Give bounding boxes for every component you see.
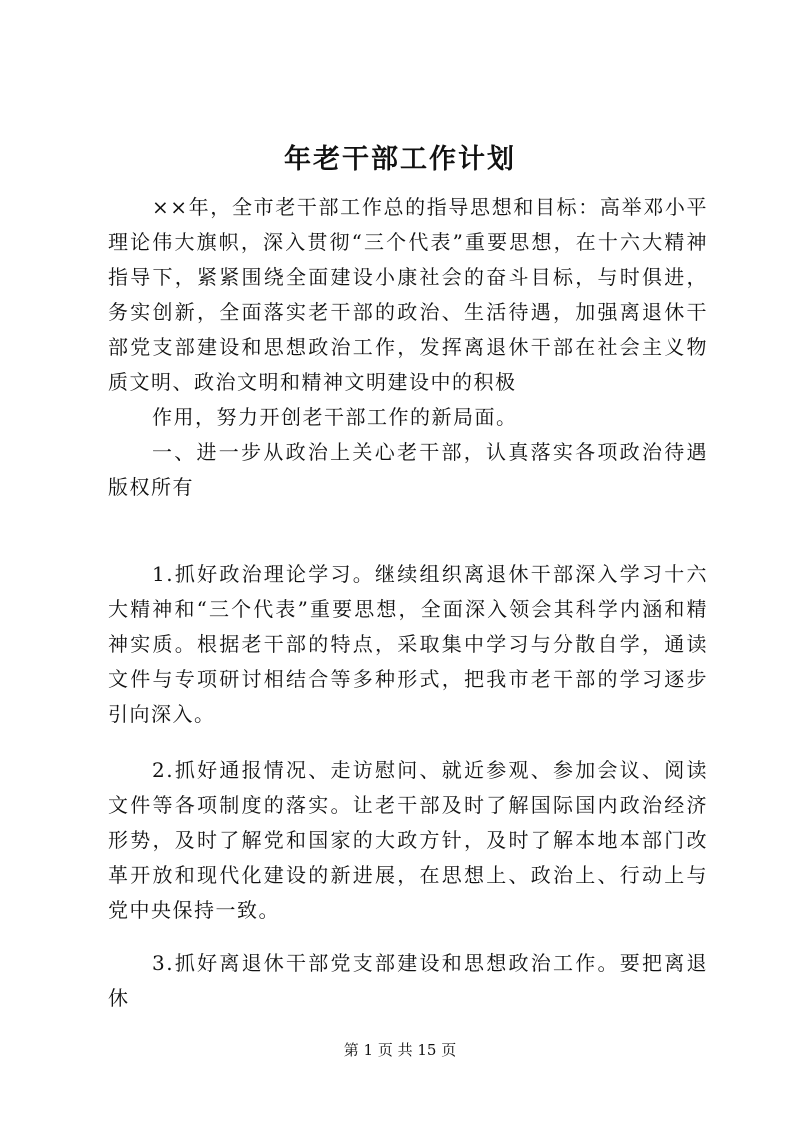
paragraph-item-3: 3.抓好离退休干部党支部建设和思想政治工作。要把离退休 (108, 951, 708, 1010)
section-heading-political-care: 一、进一步从政治上关心老干部，认真落实各项政治待遇版权所有 (108, 440, 708, 499)
paragraph-item-1: 1.抓好政治理论学习。继续组织离退休干部深入学习十六大精神和“三个代表”重要思想，全面深入领会其科学内涵和精神实质。根据老干部的特点，采取集中学习与分散自学，通读文件与专项研讨相结合等多种形式，把我市老干部的学习逐步引向深入。 (108, 562, 708, 726)
paragraph-item-2: 2.抓好通报情况、走访慰问、就近参观、参加会议、阅读文件等各项制度的落实。让老干部及时了解国际国内政治经济形势，及时了解党和国家的大政方针，及时了解本地本部门改革开放和现代化建设的新进展，在思想上、政治上、行动上与党中央保持一致。 (108, 758, 708, 922)
page-footer: 第 1 页 共 15 页 (343, 1041, 457, 1059)
paragraph-new-situation: 作用，努力开创老干部工作的新局面。 (152, 405, 518, 429)
paragraph-guiding-principle: ××年，全市老干部工作总的指导思想和目标：高举邓小平理论伟大旗帜，深入贯彻“三个代表”重要思想，在十六大精神指导下，紧紧围绕全面建设小康社会的奋斗目标，与时俱进，务实创新，全面落实老干部的政治、生活待遇，加强离退休干部党支部建设和思想政治工作，发挥离退休干部在社会主义物质文明、政治文明和精神文明建设中的积极 (108, 195, 708, 394)
document-title: 年老干部工作计划 (284, 144, 516, 175)
